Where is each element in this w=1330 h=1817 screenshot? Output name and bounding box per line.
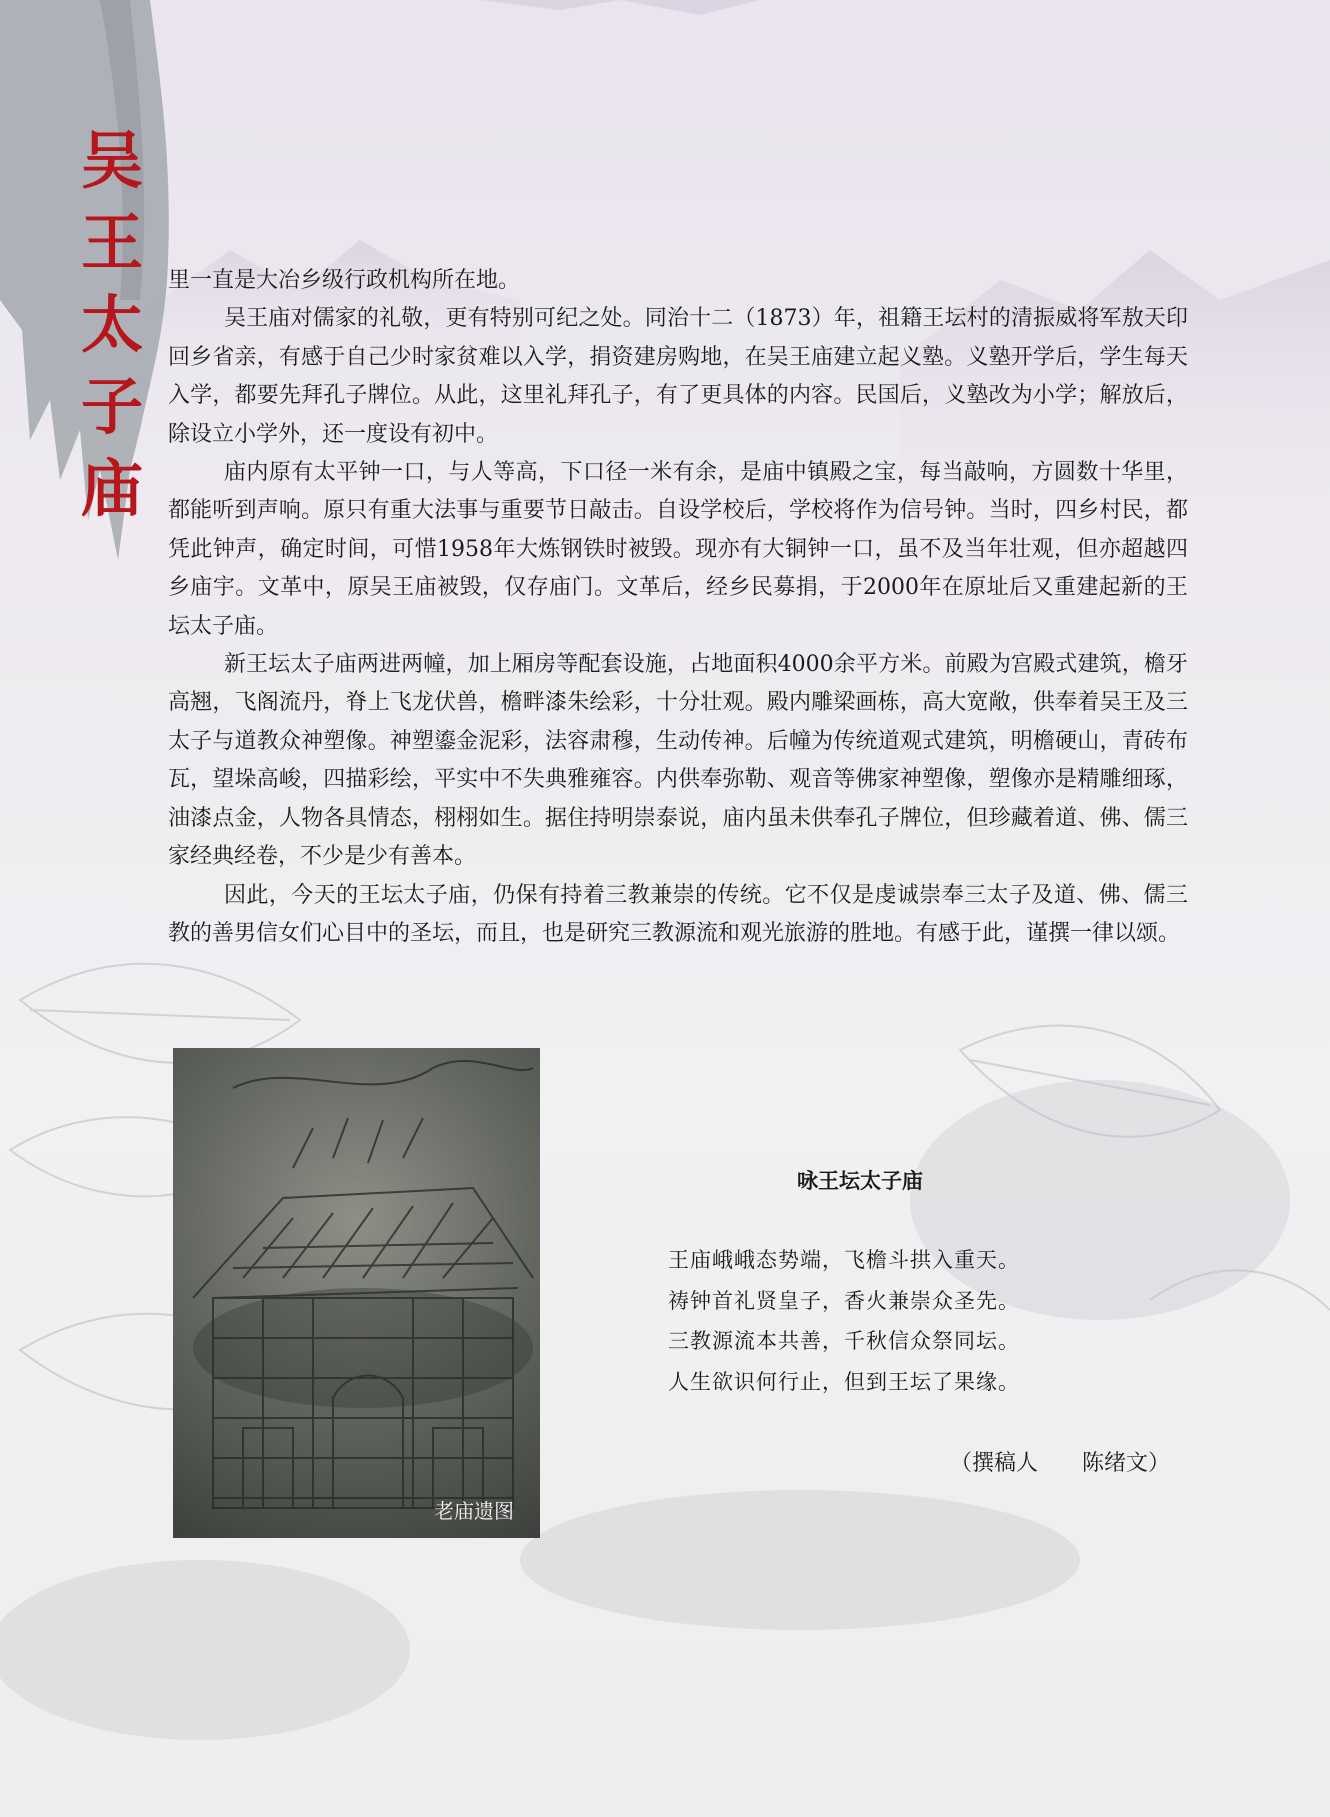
vertical-page-title: [72, 120, 152, 530]
article-body: [168, 262, 1188, 953]
temple-sketch-image: [173, 1048, 540, 1538]
paragraph: 吴王庙对儒家的礼敬，更有特别可纪之处。同治十二（1873）年，祖籍王坛村的清振威将军敖天印回乡省亲，有感于自己少时家贫难以入学，捐资建房购地，在吴王庙建立起义塾。义塾开学后，学生每天入学，都要先拜孔子牌位。从此，这里礼拜孔子，有了更具体的内容。民国后，义塾改为小学；解放后，除设立小学外，还一度设有初中。: [168, 306, 1188, 447]
poem-line: 三教源流本共善，千秋信众祭同坛。: [668, 1329, 1020, 1353]
title-char: 王: [80, 206, 143, 279]
title-char: 庙: [80, 452, 143, 525]
poem-line: 人生欲识何行止，但到王坛了果缘。: [668, 1369, 1020, 1394]
title-char: 子: [80, 370, 143, 443]
poem-line: 王庙峨峨态势端，飞檐斗拱入重天。: [668, 1248, 1020, 1272]
poem: [668, 1240, 1020, 1402]
paragraph: 里一直是大冶乡级行政机构所在地。: [168, 268, 521, 293]
paragraph: 因此，今天的王坛太子庙，仍保有持着三教兼崇的传统。它不仅是虔诚崇奉三太子及道、佛、儒三教的善男信女们心目中的圣坛，而且，也是研究三教源流和观光旅游的胜地。有感于此，谨撰一律以颂。: [168, 882, 1188, 946]
paragraph: 庙内原有太平钟一口，与人等高，下口径一米有余，是庙中镇殿之宝，每当敲响，方圆数十华里，都能听到声响。原只有重大法事与重要节日敲击。自设学校后，学校将作为信号钟。当时，四乡村民，都凭此钟声，确定时间，可惜1958年大炼钢铁时被毁。现亦有大铜钟一口，虽不及当年壮观，但亦超越四乡庙宇。文革中，原吴王庙被毁，仅存庙门。文革后，经乡民募捐，于2000年在原址后又重建起新的王坛太子庙。: [168, 460, 1188, 639]
poem-line: 祷钟首礼贤皇子，香火兼崇众圣先。: [668, 1288, 1020, 1313]
old-temple-photo: [173, 1048, 540, 1538]
title-char: 太: [80, 288, 143, 361]
title-char: 吴: [80, 124, 143, 197]
author-credit: （撰稿人 陈绪文）: [950, 1451, 1171, 1476]
photo-caption: 老庙遗图: [434, 1499, 514, 1523]
poem-title: 咏王坛太子庙: [797, 1168, 923, 1193]
paragraph: 新王坛太子庙两进两幢，加上厢房等配套设施，占地面积4000余平方米。前殿为宫殿式建筑，檐牙高翘，飞阁流丹，脊上飞龙伏兽，檐畔漆朱绘彩，十分壮观。殿内雕梁画栋，高大宽敞，供奉着吴王及三太子与道教众神塑像。神塑鎏金泥彩，法容肃穆，生动传神。后幢为传统道观式建筑，明檐硬山，青砖布瓦，望垛高峻，四描彩绘，平实中不失典雅雍容。内供奉弥勒、观音等佛家神塑像，塑像亦是精雕细琢，油漆点金，人物各具情态，栩栩如生。据住持明崇泰说，庙内虽未供奉孔子牌位，但珍藏着道、佛、儒三家经典经卷，不少是少有善本。: [168, 652, 1188, 870]
